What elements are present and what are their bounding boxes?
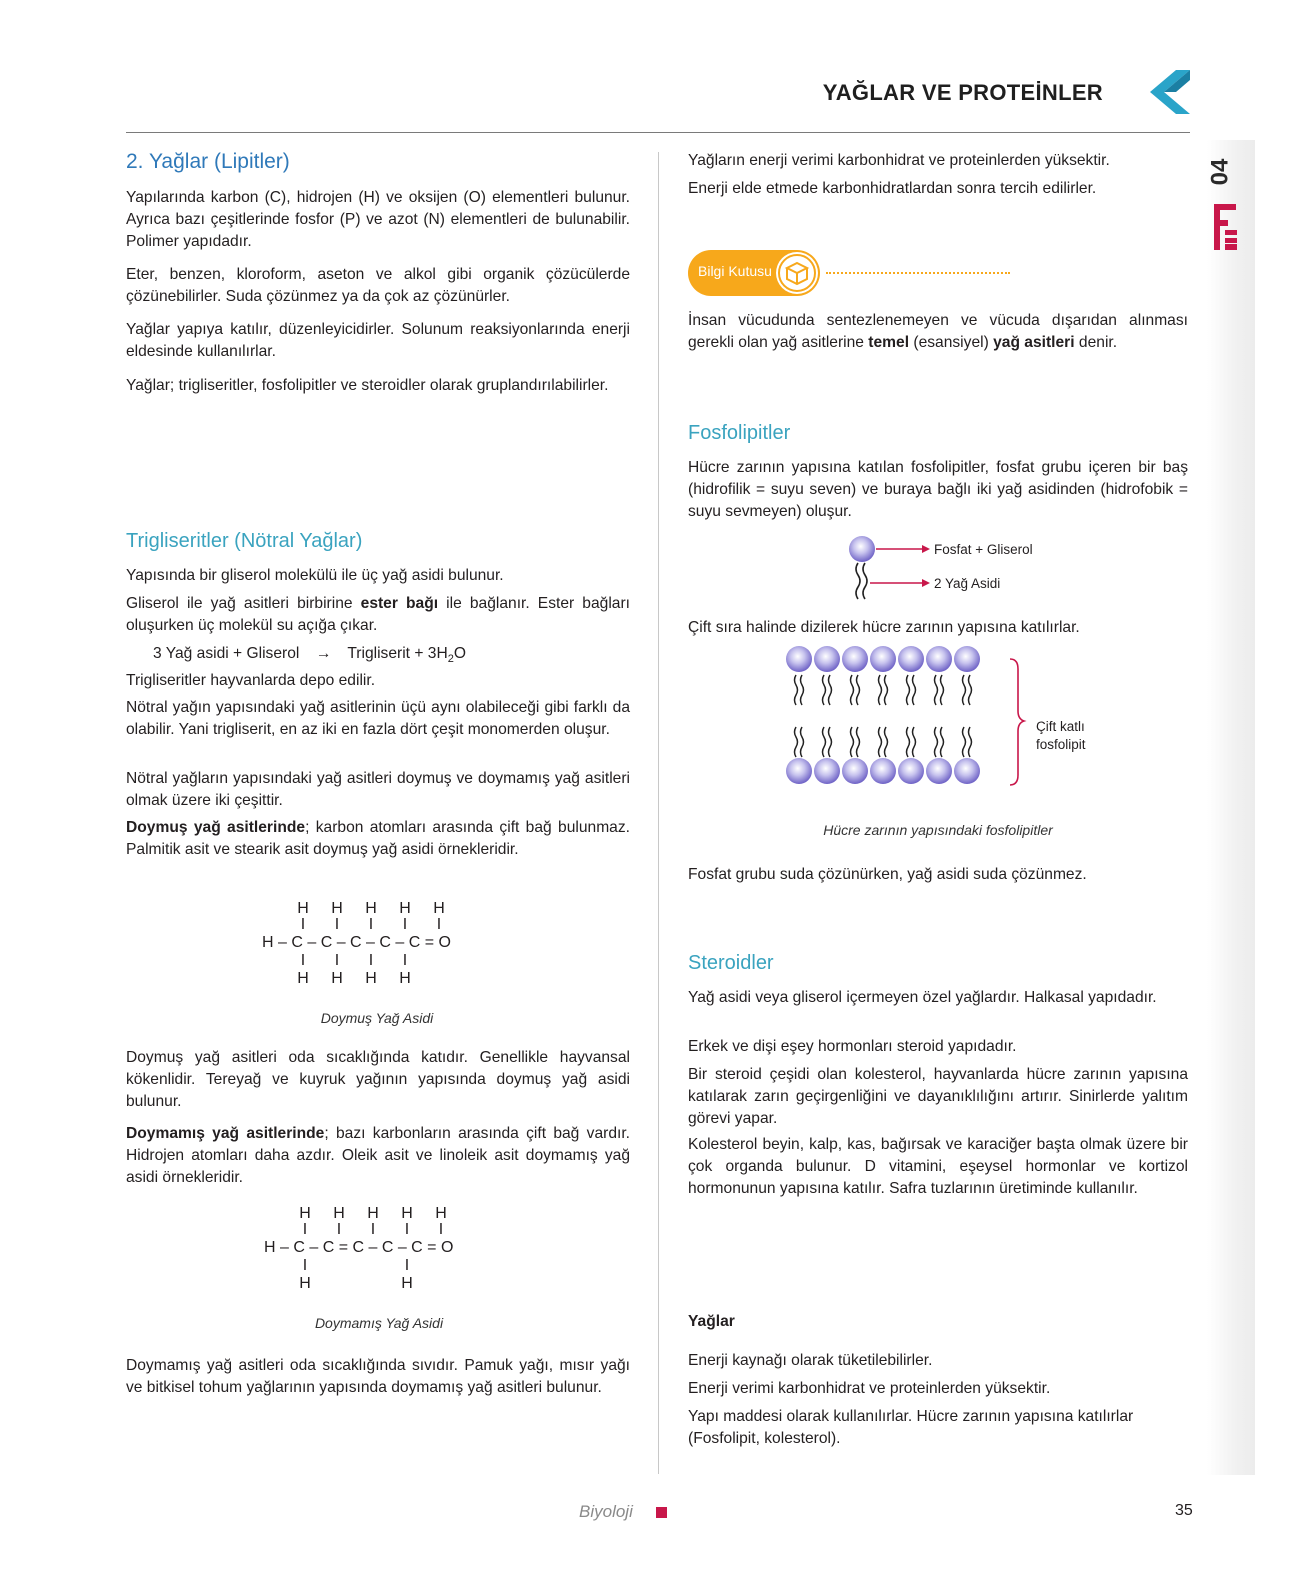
- formula-atom: H: [365, 900, 377, 917]
- formula-atom: H: [333, 1205, 345, 1222]
- label-tail: 2 Yağ Asidi: [934, 576, 1001, 591]
- paragraph: Enerji kaynağı olarak tüketilebilirler.: [688, 1352, 933, 1369]
- chapter-title: YAĞLAR VE PROTEİNLER: [822, 80, 1103, 105]
- fatty-acid-tail: [823, 675, 826, 705]
- paragraph: Yağlar; trigliseritler, fosfolipitler ve steroidler olarak gruplandırılabilirler.: [126, 377, 609, 394]
- phospholipid-head: [814, 758, 840, 784]
- paragraph: Hücre zarının yapısına katılan fosfolipitler, fosfat grubu içeren bir baş (hidrofilik = suyu seven) ve buraya bağlı iki yağ asidinden (hidrofobik = suyu sevmeyen) oluşur.: [688, 459, 1188, 520]
- fatty-acid-tail: [857, 727, 860, 757]
- formula-atom: H: [401, 1275, 413, 1292]
- subsection-title: Steroidler: [688, 952, 774, 974]
- phospholipid-head: [870, 758, 896, 784]
- paragraph: Erkek ve dişi eşey hormonları steroid yapıdadır.: [688, 1038, 1017, 1055]
- phospholipid-head: [898, 646, 924, 672]
- formula-atom: I: [334, 916, 340, 933]
- phospholipid-head: [954, 758, 980, 784]
- formula-atom: H: [331, 970, 343, 987]
- fatty-acid-tail: [963, 675, 966, 705]
- formula-atom: H: [433, 900, 445, 917]
- formula-atom: H: [367, 1205, 379, 1222]
- summary-title: Yağlar: [688, 1313, 735, 1330]
- info-box-text: İnsan vücudunda sentezlenemeyen ve vücuda dışarıdan alınması gerekli olan yağ asitlerine temel (esansiyel) yağ asitleri denir.: [688, 312, 1188, 351]
- phospholipid-head: [786, 646, 812, 672]
- fatty-acid-tail: [801, 675, 804, 705]
- fatty-acid-tail: [907, 675, 910, 705]
- paragraph: Yağlar yapıya katılır, düzenleyicidirler. Solunum reaksiyonlarında enerji eldesinde kullanılırlar.: [126, 321, 630, 360]
- brand-logo-icon: [1211, 200, 1241, 254]
- formula-atom: H: [435, 1205, 447, 1222]
- paragraph: Trigliseritler hayvanlarda depo edilir.: [126, 672, 376, 689]
- formula-atom: I: [402, 952, 408, 969]
- fatty-acid-tail: [851, 727, 854, 757]
- fatty-acid-tail: [913, 675, 916, 705]
- fatty-acid-tail: [801, 727, 804, 757]
- fatty-acid-tail: [935, 675, 938, 705]
- subsection-title: Trigliseritler (Nötral Yağlar): [126, 530, 363, 552]
- phospholipid-head: [842, 646, 868, 672]
- footer-square-icon: [656, 1507, 667, 1518]
- paragraph: Yapılarında karbon (C), hidrojen (H) ve oksijen (O) elementleri bulunur. Ayrıca bazı çeşitlerinde fosfor (P) ve azot (N) elementleri de bulunabilir. Polimer yapıdadır.: [126, 189, 630, 250]
- fatty-acid-tail: [795, 727, 798, 757]
- box-icon: [776, 252, 818, 294]
- paragraph: Yapı maddesi olarak kullanılırlar. Hücre zarının yapısına katılırlar (Fosfolipit, kolesterol).: [688, 1408, 1134, 1447]
- fatty-acid-tail: [969, 727, 972, 757]
- fatty-acid-tail: [823, 727, 826, 757]
- phospholipid-bilayer-diagram: [785, 645, 1045, 805]
- page-number: 35: [1175, 1502, 1193, 1519]
- paragraph: Enerji verimi karbonhidrat ve proteinlerden yüksektir.: [688, 1380, 1051, 1397]
- bracket: [1010, 659, 1024, 785]
- paragraph: Bir steroid çeşidi olan kolesterol, hayvanlarda hücre zarının yapısına katılarak zarın geçirgenliğini ve dayanıklılığını artırır. Sinirlerde yalıtım görevi yapar.: [688, 1066, 1188, 1127]
- formula-atom: I: [370, 1221, 376, 1238]
- fatty-acid-tail: [885, 675, 888, 705]
- phospholipid-head: [814, 646, 840, 672]
- paragraph: Doymuş yağ asitlerinde; karbon atomları arasında çift bağ bulunmaz. Palmitik asit ve stearik asit doymuş yağ asidi örnekleridir.: [126, 819, 630, 858]
- formula-atom: I: [336, 1221, 342, 1238]
- reaction-equation: 3 Yağ asidi + Gliserol → Trigliserit + $3H_2O$: [153, 645, 466, 666]
- formula-atom: I: [302, 1257, 308, 1274]
- info-box-badge: [688, 250, 820, 296]
- fatty-acid-tail: [829, 675, 832, 705]
- formula-atom: H: [297, 900, 309, 917]
- fatty-acid-tail: [969, 675, 972, 705]
- fatty-acid-tail: [851, 675, 854, 705]
- phospholipid-head: [898, 758, 924, 784]
- bilayer-label: Çift katlı fosfolipit: [1036, 719, 1086, 752]
- formula-atom: H: [399, 970, 411, 987]
- formula-atom: H: [299, 1205, 311, 1222]
- paragraph: Yağların enerji verimi karbonhidrat ve proteinlerden yüksektir.: [688, 152, 1110, 169]
- formula-atom: H: [299, 1275, 311, 1292]
- formula-atom: H: [401, 1205, 413, 1222]
- fatty-acid-tail: [941, 675, 944, 705]
- paragraph: Doymuş yağ asitleri oda sıcaklığında katıdır. Genellikle hayvansal kökenlidir. Tereyağ ve kuyruk yağının yapısında doymuş yağ asidi bulunur.: [126, 1049, 630, 1110]
- paragraph: Yapısında bir gliserol molekülü ile üç yağ asidi bulunur.: [126, 567, 504, 584]
- paragraph: Fosfat grubu suda çözünürken, yağ asidi suda çözünmez.: [688, 866, 1087, 883]
- phospholipid-head: [926, 646, 952, 672]
- paragraph: Kolesterol beyin, kalp, kas, bağırsak ve karaciğer başta olmak üzere bir çok organda bulunur. D vitamini, eşeysel hormonlar ve kortizol hormonunun yapısına katılır. Safra tuzlarının üretiminde kullanılır.: [688, 1136, 1188, 1197]
- chevron-icon: [1148, 68, 1192, 116]
- header-rule: [126, 132, 1190, 133]
- paragraph: Nötral yağın yapısındaki yağ asitlerinin üçü aynı olabileceği gibi farklı da olabilir. Yani trigliserit, en az iki en fazla dört çeşit monomerden oluşur.: [126, 699, 630, 738]
- formula-atom: I: [302, 1221, 308, 1238]
- fatty-acid-tail: [879, 727, 882, 757]
- fatty-acid-tail: [795, 675, 798, 705]
- formula-atom: H: [365, 970, 377, 987]
- fatty-acid-tail: [941, 727, 944, 757]
- info-box-label: Bilgi Kutusu: [698, 263, 772, 279]
- fatty-acid-tail: [857, 675, 860, 705]
- fatty-acid-tail: [907, 727, 910, 757]
- formula-atom: I: [438, 1221, 444, 1238]
- column-divider: [658, 152, 659, 1474]
- formula-atom: H: [399, 900, 411, 917]
- section-title: 2. Yağlar (Lipitler): [126, 150, 290, 173]
- fatty-acid-tail: [885, 727, 888, 757]
- figure-caption: Doymuş Yağ Asidi: [320, 1010, 434, 1026]
- phospholipid-head: [926, 758, 952, 784]
- formula-atom: I: [402, 916, 408, 933]
- phospholipid-head: [870, 646, 896, 672]
- footer-subject: Biyoloji: [579, 1502, 633, 1521]
- formula-atom: I: [368, 916, 374, 933]
- phospholipid-head: [842, 758, 868, 784]
- phospholipid-head: [954, 646, 980, 672]
- label-head: Fosfat + Gliserol: [934, 542, 1033, 557]
- formula-atom: I: [404, 1257, 410, 1274]
- fatty-acid-tail: [879, 675, 882, 705]
- formula-atom: H: [297, 970, 309, 987]
- fatty-acid-tail: [963, 727, 966, 757]
- dotted-rule: [826, 272, 1010, 274]
- fatty-acid-tail: [935, 727, 938, 757]
- formula-atom: I: [334, 952, 340, 969]
- paragraph: Yağ asidi veya gliserol içermeyen özel yağlardır. Halkasal yapıdadır.: [688, 989, 1157, 1006]
- formula-atom: I: [436, 916, 442, 933]
- side-tab: [1207, 140, 1255, 1475]
- fatty-acid-tail: [913, 727, 916, 757]
- formula-atom: I: [368, 952, 374, 969]
- formula-atom: I: [404, 1221, 410, 1238]
- paragraph: Enerji elde etmede karbonhidratlardan sonra tercih edilirler.: [688, 180, 1097, 197]
- figure-caption: Hücre zarının yapısındaki fosfolipitler: [823, 822, 1053, 838]
- formula-atom: H: [331, 900, 343, 917]
- paragraph: Eter, benzen, kloroform, aseton ve alkol gibi organik çözücülerde çözünebilirler. Suda çözünmez ya da çok az çözünürler.: [126, 266, 630, 305]
- paragraph: Gliserol ile yağ asitleri birbirine ester bağı ile bağlanır. Ester bağları oluşurken üç molekül su açığa çıkar.: [126, 595, 630, 634]
- unit-number: 04: [1206, 158, 1234, 186]
- phospholipid-head: [786, 758, 812, 784]
- paragraph: Nötral yağların yapısındaki yağ asitleri doymuş ve doymamış yağ asitleri olmak üzere iki çeşittir.: [126, 770, 630, 809]
- formula-atom: I: [300, 916, 306, 933]
- fatty-acid-tail: [829, 727, 832, 757]
- paragraph: Doymamış yağ asitlerinde; bazı karbonların arasında çift bağ vardır. Hidrojen atomları daha azdır. Oleik asit ve linoleik asit doymamış yağ asidi örnekleridir.: [126, 1125, 630, 1186]
- phosphate-head: [849, 536, 875, 562]
- formula-atom: I: [300, 952, 306, 969]
- figure-caption: Doymamış Yağ Asidi: [314, 1315, 444, 1331]
- paragraph: Doymamış yağ asitleri oda sıcaklığında sıvıdır. Pamuk yağı, mısır yağı ve bitkisel tohum yağlarının yapısında doymamış yağ asitleri bulunur.: [126, 1357, 630, 1396]
- paragraph: Çift sıra halinde dizilerek hücre zarının yapısına katılırlar.: [688, 619, 1080, 636]
- subsection-title: Fosfolipitler: [688, 422, 791, 444]
